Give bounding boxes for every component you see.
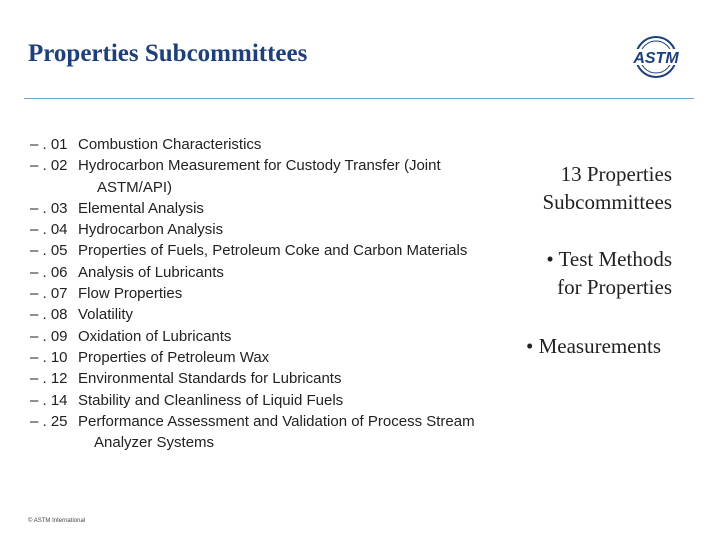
subcommittee-code: – . 08 — [30, 306, 68, 324]
subcommittee-code: – . 06 — [30, 263, 68, 281]
subcommittee-code: – . 10 — [30, 348, 68, 366]
bullet-measurements: • Measurements — [526, 334, 662, 358]
title-divider — [24, 98, 694, 99]
subcommittee-code: – . 14 — [30, 391, 68, 409]
bullet-text: for Properties — [557, 275, 672, 299]
subcommittee-code: – . 03 — [30, 199, 68, 217]
subcommittee-code: – . 25 — [30, 412, 68, 430]
bullet-text: • Test Methods — [546, 247, 672, 271]
subcommittee-code: – . 12 — [30, 370, 68, 388]
subcommittee-code: – . 05 — [30, 242, 68, 260]
subcommittee-name: Hydrocarbon Analysis — [78, 221, 224, 239]
subcommittee-name: Stability and Cleanliness of Liquid Fuels — [78, 391, 344, 409]
logo-text: ASTM — [633, 50, 679, 67]
bullet-test-methods — [520, 245, 672, 301]
subcommittee-code: – . 02 — [30, 157, 68, 175]
subcommittee-name: Oxidation of Lubricants — [78, 327, 232, 345]
summary-block — [520, 160, 672, 216]
subcommittee-name: Properties of Petroleum Wax — [78, 348, 270, 366]
summary-line: 13 Properties — [560, 162, 672, 186]
astm-logo — [627, 35, 685, 79]
copyright: © ASTM International — [28, 518, 86, 524]
subcommittee-name: Environmental Standards for Lubricants — [78, 370, 342, 388]
subcommittee-name: Combustion Characteristics — [78, 136, 262, 153]
subcommittee-name: Performance Assessment and Validation of Process Stream — [78, 412, 475, 430]
subcommittee-name: Properties of Fuels, Petroleum Coke and Carbon Materials — [78, 242, 468, 260]
subcommittee-code: – . 04 — [30, 221, 68, 239]
subcommittee-name-cont: ASTM/API) — [97, 178, 173, 196]
page-title: Properties Subcommittees — [28, 40, 308, 67]
subcommittee-name: Flow Properties — [78, 285, 183, 303]
subcommittee-name: Hydrocarbon Measurement for Custody Transfer (Joint — [78, 157, 441, 175]
subcommittee-name: Analysis of Lubricants — [78, 263, 224, 281]
subcommittee-code: – . 09 — [30, 327, 68, 345]
subcommittee-name: Volatility — [78, 306, 134, 324]
subcommittee-code: – . 01 — [30, 136, 68, 153]
subcommittee-name-cont: Analyzer Systems — [94, 434, 215, 452]
subcommittee-name: Elemental Analysis — [78, 199, 204, 217]
subcommittee-code: – . 07 — [30, 285, 68, 303]
summary-line: Subcommittees — [542, 190, 672, 214]
